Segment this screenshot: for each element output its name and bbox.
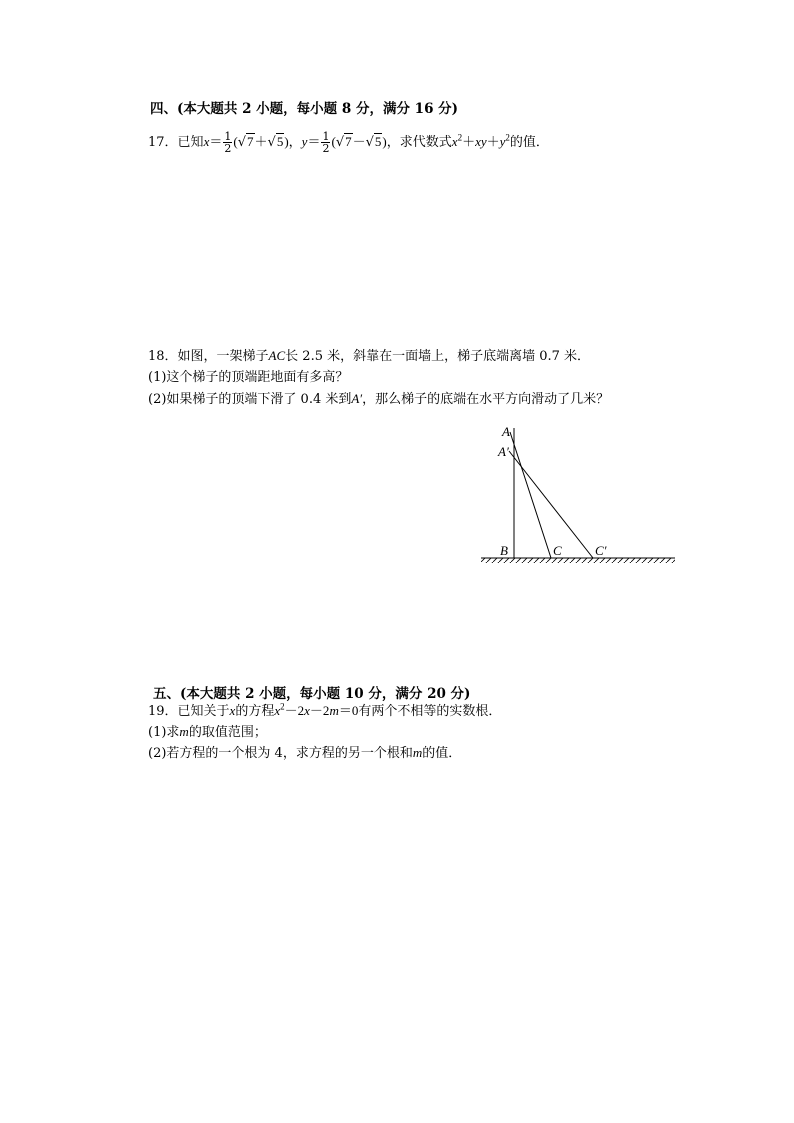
label-a-prime: A′ xyxy=(498,444,509,459)
q17-half-fraction-2: $\frac{1}{2}$ xyxy=(322,130,330,155)
q17-y-var: y xyxy=(301,134,308,149)
question-18-line-1: 18．如图，一架梯子AC长 2.5 米，斜靠在一面墙上，梯子底端离墙 0.7 米． xyxy=(148,348,591,364)
q17-sqrt7-1: √7 xyxy=(237,134,254,150)
label-a: A xyxy=(502,424,510,439)
section-5-heading: 五、(本大题共 2 小题，每小题 10 分，满分 20 分) xyxy=(153,686,471,702)
label-b: B xyxy=(500,543,508,558)
question-19-line-1: 19．已知关于x的方程$x^2-2x-2m=0$有两个不相等的实数根． xyxy=(148,701,502,719)
label-c-prime: C′ xyxy=(595,543,607,558)
q17-equals-2: ＝ xyxy=(307,135,321,150)
question-18-line-3: (2)如果梯子的顶端下滑了 0.4 米到A′，那么梯子的底端在水平方向滑动了几米？ xyxy=(148,391,610,407)
q17-sqrt5-1: √5 xyxy=(267,134,284,150)
question-17: 17．已知x＝ $\frac{1}{2}$ (√7＋√5)，y＝ $\frac{1}{2}$ (√7－√5)，求代数式$x^2+xy+y^2$的值． xyxy=(148,130,549,155)
q17-text-find: ，求代数式 xyxy=(386,135,452,150)
ladder-ac xyxy=(510,432,551,558)
q17-number: 17． xyxy=(148,135,178,150)
section-4-heading: 四、(本大题共 2 小题，每小题 8 分，满分 16 分) xyxy=(150,101,459,117)
q17-sqrt5-2: √5 xyxy=(365,134,382,150)
label-c: C xyxy=(553,543,562,558)
ground-hatching xyxy=(481,558,675,563)
question-19-line-3: (2)若方程的一个根为 4，求方程的另一个根和m的值． xyxy=(148,745,462,761)
q17-text-known: 已知 xyxy=(177,135,204,150)
q17-equals-1: ＝ xyxy=(209,135,223,150)
question-18-line-2: (1)这个梯子的顶端距地面有多高？ xyxy=(148,370,349,385)
q17-half-fraction-1: $\frac{1}{2}$ xyxy=(224,130,232,155)
question-19-line-2: (1)求m的取值范围； xyxy=(148,724,267,740)
q17-x-var: x xyxy=(203,134,210,149)
ladder-ap-cp xyxy=(509,451,593,558)
ladder-figure xyxy=(475,418,685,578)
q17-text-value: 的值． xyxy=(509,135,549,150)
q17-sqrt7-2: √7 xyxy=(335,134,352,150)
